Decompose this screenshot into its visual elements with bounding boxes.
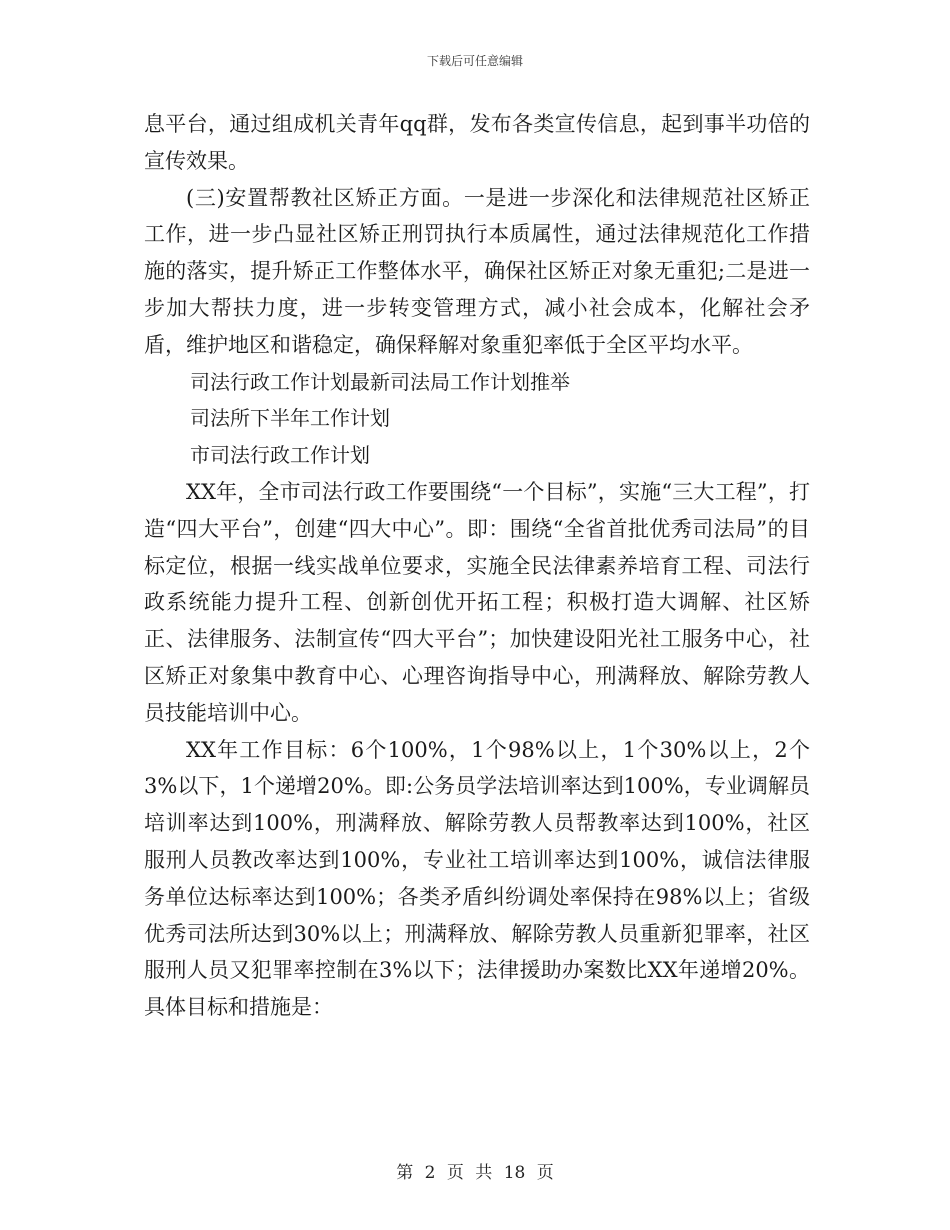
page-header: 下载后可任意编辑	[426, 54, 523, 68]
document-body	[144, 106, 810, 1026]
paragraph-continued: 息平台，通过组成机关青年qq群，发布各类宣传信息，起到事半功倍的宣传效果。	[144, 112, 810, 173]
page-footer: 第 2 页 共 18 页	[396, 1163, 554, 1183]
paragraph-section-three: (三)安置帮教社区矫正方面。一是进一步深化和法律规范社区矫正工作，进一步凸显社区矫正刑罚执行本质属性，通过法律规范化工作措施的落实，提升矫正工作整体水平，确保社区矫正对象无重犯;二是进一步加大帮扶力度，进一步转变管理方式，减小社会成本，化解社会矛盾，维护地区和谐稳定，确保释解对象重犯率低于全区平均水平。	[144, 185, 810, 357]
title-line-1: 司法行政工作计划最新司法局工作计划推举	[190, 369, 570, 394]
paragraph-goals: XX年工作目标：6个100%，1个98%以上，1个30%以上，2个3%以下，1个递增20%。即:公务员学法培训率达到100%，专业调解员培训率达到100%，刑满释放、解除劳教人员帮教率达到100%，社区服刑人员教改率达到100%，专业社工培训率达到100%，诚信法律服务单位达标率达到100%；各类矛盾纠纷调处率保持在98%以上；省级优秀司法所达到30%以上；刑满释放、解除劳教人员重新犯罪率，社区服刑人员又犯罪率控制在3%以下；法律援助办案数比XX年递增20%。具体目标和措施是：	[144, 737, 810, 1020]
paragraph-overview: XX年，全市司法行政工作要围绕“一个目标”，实施“三大工程”，打造“四大平台”，创建“四大中心”。即：围绕“全省首批优秀司法局”的目标定位，根据一线实战单位要求，实施全民法律素养培育工程、司法行政系统能力提升工程、创新创优开拓工程；积极打造大调解、社区矫正、法律服务、法制宣传“四大平台”；加快建设阳光社工服务中心，社区矫正对象集中教育中心、心理咨询指导中心，刑满释放、解除劳教人员技能培训中心。	[144, 479, 810, 725]
title-line-3: 市司法行政工作计划	[190, 443, 370, 468]
title-line-2: 司法所下半年工作计划	[190, 406, 390, 431]
